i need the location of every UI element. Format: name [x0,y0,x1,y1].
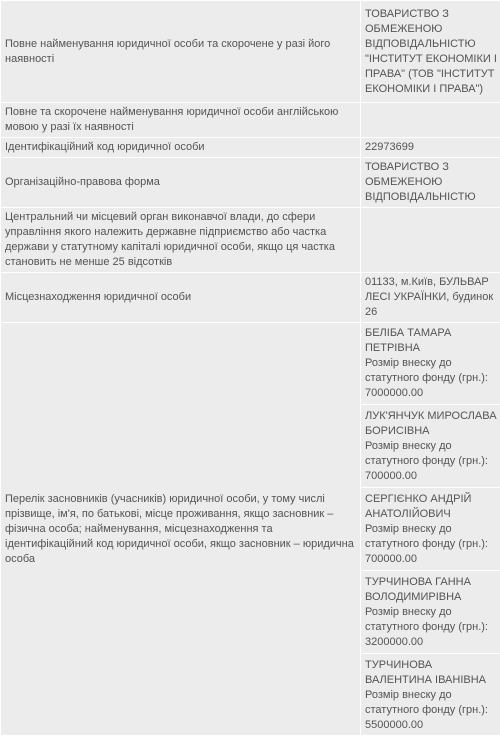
founder-item [361,571,500,654]
founders-label: Перелік засновників (учасників) юридичної особи, у тому числі прізвище, ім'я, по батькові, місце проживання, якщо засновник – фізична особа; найменування, місцезнаходження та ідентифікаційний код юридичної особи, якщо засновник – юридична особа [1,323,361,736]
full-name-value: ТОВАРИСТВО З ОБМЕЖЕНОЮ ВІДПОВІДАЛЬНІСТЮ "ІНСТИТУТ ЕКОНОМІКИ І ПРАВА" (ТОВ "ІНСТИТУТ ЕКОНОМІКИ І ПРАВА") [361,1,500,103]
legal-form-label: Організаційно-правова форма [1,158,361,208]
founder-item [361,405,500,488]
row-legal-form [1,158,500,208]
row-location [1,273,500,323]
founder-name: ЛУК'ЯНЧУК МИРОСЛАВА БОРИСІВНА [365,409,497,439]
row-full-name [1,1,500,103]
row-founders [1,323,500,736]
id-code-value: 22973699 [361,138,500,158]
founder-share: Розмір внеску до статутного фонду (грн.): 700000.00 [365,522,497,567]
authority-value [361,208,500,273]
row-authority [1,208,500,273]
row-english-name [1,103,500,138]
founder-name: ТУРЧИНОВА ВАЛЕНТИНА ІВАНІВНА [365,658,497,688]
full-name-label: Повне найменування юридичної особи та скорочене у разі його наявності [1,1,361,103]
founder-name: СЕРГІЄНКО АНДРІЙ АНАТОЛІЙОВИЧ [365,492,497,522]
founder-share: Розмір внеску до статутного фонду (грн.): 700000.00 [365,439,497,484]
founder-name: БЕЛІБА ТАМАРА ПЕТРІВНА [365,326,497,356]
english-name-label: Повне та скорочене найменування юридичної особи англійською мовою у разі їх наявності [1,103,361,138]
row-id-code [1,138,500,158]
founder-item [361,654,500,733]
founder-name: ТУРЧИНОВА ГАННА ВОЛОДИМИРІВНА [365,575,497,605]
id-code-label: Ідентифікаційний код юридичної особи [1,138,361,158]
location-label: Місцезнаходження юридичної особи [1,273,361,323]
founder-item [361,325,500,405]
founder-share: Розмір внеску до статутного фонду (грн.): 7000000.00 [365,356,497,401]
legal-form-value: ТОВАРИСТВО З ОБМЕЖЕНОЮ ВІДПОВІДАЛЬНІСТЮ [361,158,500,208]
founder-share: Розмір внеску до статутного фонду (грн.): 3200000.00 [365,605,497,650]
english-name-value [361,103,500,138]
location-value: 01133, м.Київ, БУЛЬВАР ЛЕСІ УКРАЇНКИ, будинок 26 [361,273,500,323]
founder-item [361,488,500,571]
authority-label: Центральний чи місцевий орган виконавчої влади, до сфери управління якого належить державне підприємство або частка держави у статутному капіталі юридичної особи, якщо ця частка становить не менше 25 відсотків [1,208,361,273]
founders-list [361,323,500,736]
founder-share: Розмір внеску до статутного фонду (грн.): 5500000.00 [365,688,497,733]
